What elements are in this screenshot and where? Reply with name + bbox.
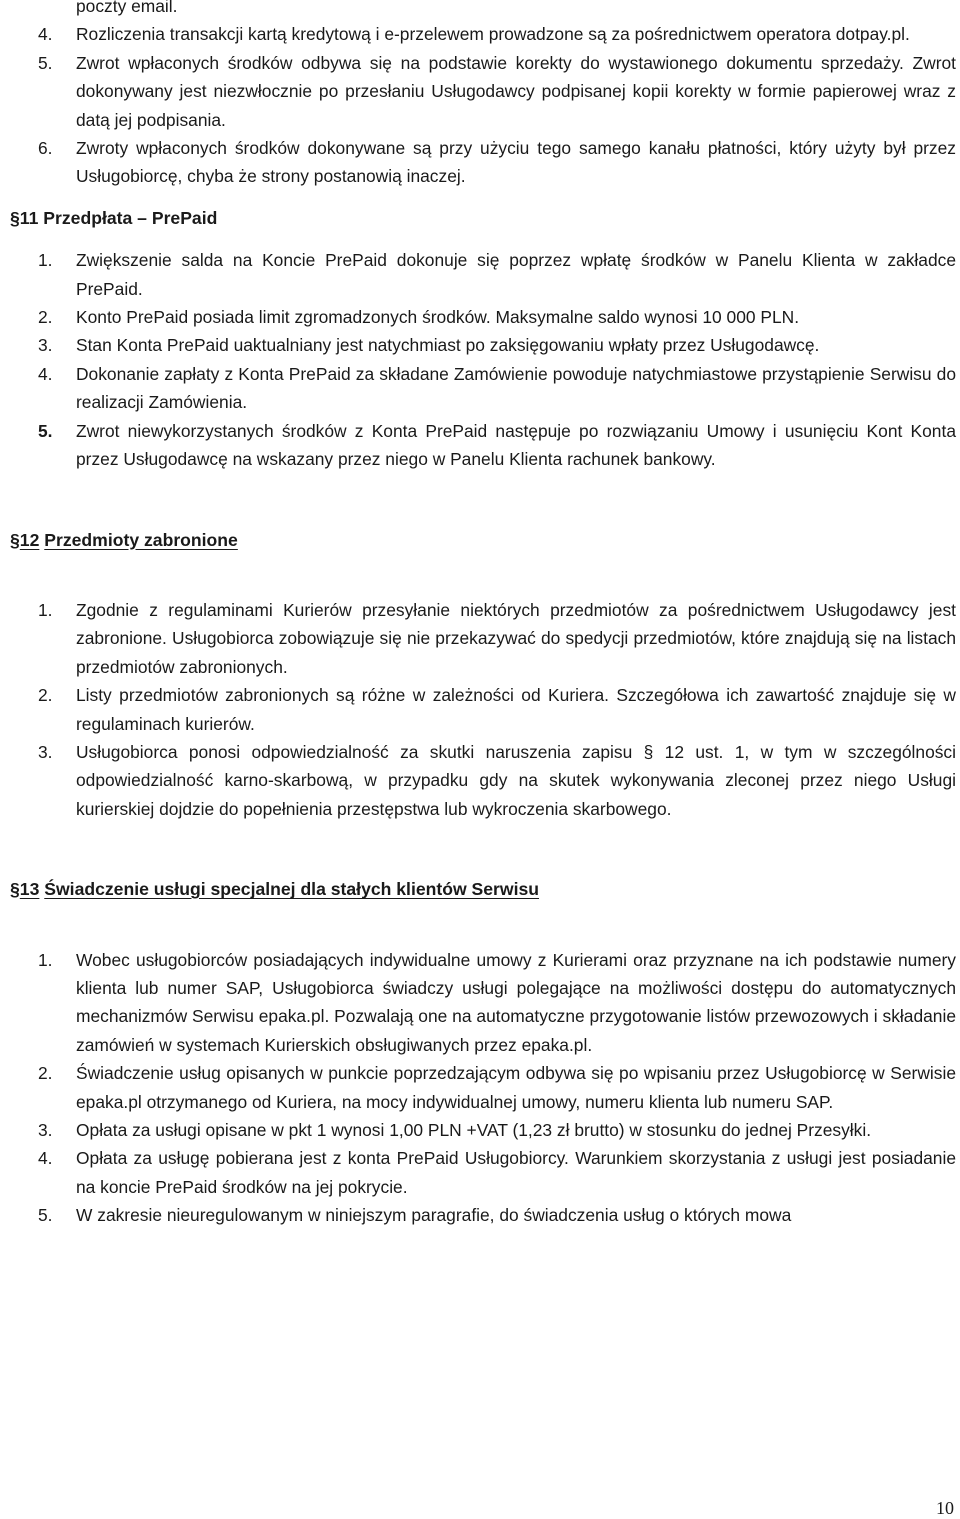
section-sign: §: [10, 529, 20, 550]
section-list-11: [38, 246, 956, 473]
item-number: 5.: [38, 420, 53, 441]
list-item: [38, 49, 956, 134]
item-number: 1.: [38, 949, 53, 970]
item-text: W zakresie nieuregulowanym w niniejszym paragrafie, do świadczenia usług o których mowa: [76, 1205, 792, 1226]
item-text: Dokonanie zapłaty z Konta PrePaid za składane Zamówienie powoduje natychmiastowe przystąpienie Serwisu do realizacji Zamówienia.: [76, 363, 956, 413]
list-item: [38, 331, 956, 359]
item-number: 2.: [38, 307, 53, 328]
item-text: Opłata za usługę pobierana jest z konta PrePaid Usługobiorcy. Warunkiem skorzystania z usługi jest posiadanie na koncie PrePaid środków na jej pokrycie.: [76, 1148, 956, 1197]
item-number: 5.: [38, 1205, 53, 1226]
item-number: 4.: [38, 363, 53, 384]
list-item: [38, 134, 956, 191]
item-text: Świadczenie usług opisanych w punkcie poprzedzającym odbywa się po wpisaniu przez Usługobiorcę w Serwisie epaka.pl otrzymanego od Kuriera, na mocy indywidualnej umowy, numeru klienta lub numeru SAP.: [76, 1063, 956, 1112]
item-text: Stan Konta PrePaid uaktualniany jest natychmiast po zaksięgowaniu wpłaty przez Usługodawcę.: [76, 335, 820, 356]
item-text: Zwrot niewykorzystanych środków z Konta PrePaid następuje po rozwiązaniu Umowy i usunięciu Kont Konta przez Usługodawcę na wskazany przez niego w Panelu Klienta rachunek bankowy.: [76, 420, 956, 470]
section-sign: §: [10, 879, 20, 900]
section-number: 11: [19, 207, 39, 228]
item-text: Opłata za usługi opisane w pkt 1 wynosi 1,00 PLN +VAT (1,23 zł brutto) w stosunku do jednej Przesyłki.: [76, 1120, 872, 1140]
section-heading-12: [10, 526, 956, 554]
item-number: 4.: [38, 24, 53, 45]
section-title: Świadczenie usługi specjalnej dla stałych klientów Serwisu: [44, 879, 540, 900]
item-number: 3.: [38, 335, 53, 356]
item-text: Zwiększenie salda na Koncie PrePaid dokonuje się poprzez wpłatę środków w Panelu Klienta w zakładce PrePaid.: [76, 250, 956, 299]
list-item: [38, 1144, 956, 1201]
list-item: [38, 596, 956, 681]
item-number: 6.: [38, 138, 53, 159]
section-title: Przedpłata – PrePaid: [43, 207, 218, 228]
list-item: [38, 246, 956, 303]
item-number: 3.: [38, 1120, 53, 1140]
list-item: [38, 681, 956, 738]
item-text: Konto PrePaid posiada limit zgromadzonych środków. Maksymalne saldo wynosi 10 000 PLN.: [76, 307, 800, 328]
section-number: 12: [19, 529, 40, 550]
section-sign: §: [10, 207, 20, 228]
section-list-12: [38, 596, 956, 823]
item-text: Zwrot wpłaconych środków odbywa się na podstawie korekty do wystawionego dokumentu sprzedaży. Zwrot dokonywany jest niezwłocznie po przesłaniu Usługodawcy podpisanej kopii korekty w formie papierowej wraz z datą jej podpisania.: [76, 52, 956, 130]
section-number: 13: [19, 879, 40, 900]
list-item: [38, 1059, 956, 1116]
list-item: [38, 303, 956, 331]
top-list: [38, 20, 956, 190]
item-number: 4.: [38, 1148, 53, 1169]
list-item: [38, 20, 956, 48]
item-text: Listy przedmiotów zabronionych są różne w zależności od Kuriera. Szczegółowa ich zawartość znajduje się w regulaminach kurierów.: [76, 685, 956, 734]
item-text: Usługobiorca ponosi odpowiedzialność za skutki naruszenia zapisu § 12 ust. 1, w tym w szczególności odpowiedzialność karno-skarbową, w przypadku gdy na skutek wykonywania zleconej przez niego Usługi kurierskiej dojdzie do popełnienia przestępstwa lub wykroczenia skarbowego.: [76, 741, 956, 819]
list-item: [38, 946, 956, 1060]
item-text: Zwroty wpłaconych środków dokonywane są przy użyciu tego samego kanału płatności, który użyty był przez Usługobiorcę, chyba że strony postanowią inaczej.: [76, 138, 956, 187]
list-item: [38, 360, 956, 417]
item-number: 5.: [38, 52, 53, 73]
continuation-text: [38, 0, 956, 20]
item-text: Zgodnie z regulaminami Kurierów przesyłanie niektórych przedmiotów za pośrednictwem Usługodawcy jest zabronione. Usługobiorca zobowiązuje się nie przekazywać do spedycji przedmiotów, które znajdują się na listach przedmiotów zabronionych.: [76, 599, 956, 677]
continuation-line: poczty email.: [76, 0, 178, 16]
item-text: Wobec usługobiorców posiadających indywidualne umowy z Kurierami oraz przyznane na ich podstawie numery klienta lub numer SAP, Usługobiorca świadczy usługi polegające na możliwości dostępu do automatycznych mechanizmów Serwisu epaka.pl. Pozwalają one na automatyczne przygotowanie listów przewozowych i składanie zamówień w systemach Kurierskich obsługiwanych przez epaka.pl.: [76, 949, 956, 1055]
list-item: [38, 417, 956, 474]
section-list-13: [38, 946, 956, 1230]
list-item: [38, 738, 956, 823]
item-number: 2.: [38, 1063, 53, 1084]
list-item: [38, 1116, 956, 1144]
list-item: [38, 1201, 956, 1229]
item-number: 3.: [38, 741, 53, 762]
item-text: Rozliczenia transakcji kartą kredytową i e-przelewem prowadzone są za pośrednictwem operatora dotpay.pl.: [76, 24, 910, 45]
section-heading-11: [10, 204, 956, 232]
item-number: 1.: [38, 250, 53, 271]
section-title: Przedmioty zabronione: [44, 529, 238, 550]
item-number: 1.: [38, 599, 53, 620]
page-number: 10: [936, 1498, 954, 1518]
item-number: 2.: [38, 685, 53, 706]
section-heading-13: [10, 875, 956, 903]
document-body: [10, 0, 956, 1230]
